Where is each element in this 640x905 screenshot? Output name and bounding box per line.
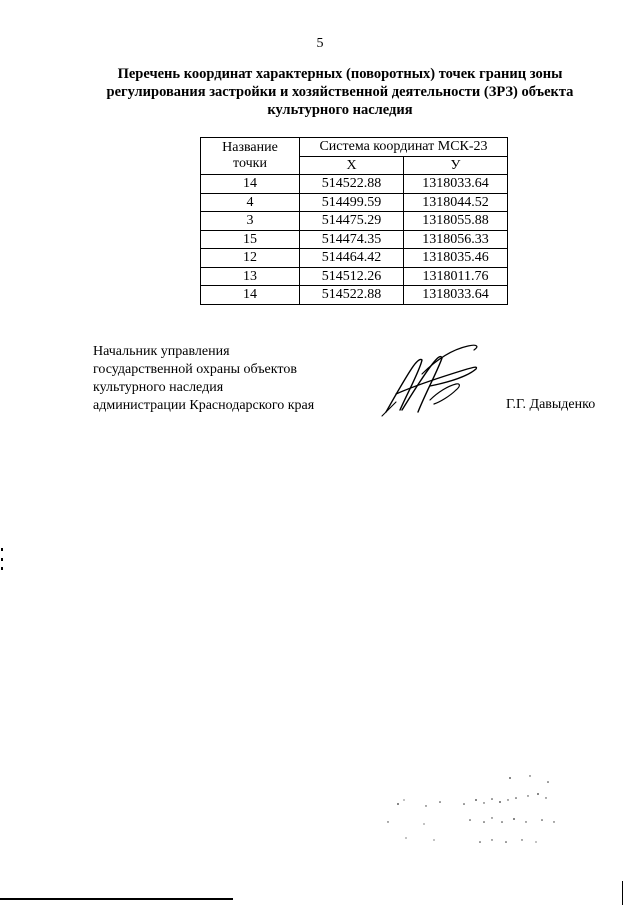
- point-name-header-line-2: точки: [233, 156, 267, 171]
- y-cell: 1318035.46: [404, 249, 508, 268]
- table-header-row: [201, 138, 508, 157]
- point-name-header: [201, 138, 300, 175]
- table-row: [201, 286, 508, 305]
- official-position: [93, 343, 314, 415]
- position-line-1: Начальник управления: [93, 344, 230, 359]
- coordinate-system-header: Система координат МСК-23: [300, 138, 508, 157]
- scan-edge-tick: [622, 881, 623, 905]
- x-cell: 514522.88: [300, 286, 404, 305]
- point-name-cell: 12: [201, 249, 300, 268]
- y-cell: 1318033.64: [404, 286, 508, 305]
- table-row: [201, 249, 508, 268]
- x-cell: 514474.35: [300, 230, 404, 249]
- document-title: [60, 65, 620, 119]
- x-header: Х: [300, 156, 404, 175]
- point-name-cell: 3: [201, 212, 300, 231]
- position-line-4: администрации Краснодарского края: [93, 398, 315, 413]
- table-row: [201, 230, 508, 249]
- table-row: [201, 193, 508, 212]
- y-cell: 1318056.33: [404, 230, 508, 249]
- scan-artifacts: [380, 770, 580, 850]
- page-number: 5: [316, 36, 324, 51]
- y-cell: 1318044.52: [404, 193, 508, 212]
- handwritten-signature: [378, 340, 484, 420]
- title-line-3: культурного наследия: [267, 102, 413, 118]
- x-cell: 514475.29: [300, 212, 404, 231]
- position-line-3: культурного наследия: [93, 380, 224, 395]
- scan-bottom-line: [0, 898, 233, 900]
- coordinates-table: [200, 137, 508, 305]
- y-cell: 1318055.88: [404, 212, 508, 231]
- point-name-cell: 4: [201, 193, 300, 212]
- x-cell: 514512.26: [300, 267, 404, 286]
- signer-name: Г.Г. Давыденко: [506, 397, 596, 412]
- table-row: [201, 175, 508, 194]
- point-name-cell: 13: [201, 267, 300, 286]
- point-name-cell: 15: [201, 230, 300, 249]
- x-cell: 514499.59: [300, 193, 404, 212]
- point-name-cell: 14: [201, 286, 300, 305]
- point-name-cell: 14: [201, 175, 300, 194]
- point-name-header-line-1: Название: [222, 140, 278, 155]
- scan-edge-mark: [0, 548, 4, 572]
- y-cell: 1318033.64: [404, 175, 508, 194]
- position-line-2: государственной охраны объектов: [93, 362, 297, 377]
- x-cell: 514522.88: [300, 175, 404, 194]
- table-row: [201, 267, 508, 286]
- title-line-1: Перечень координат характерных (поворотных) точек границ зоны: [117, 66, 563, 82]
- title-line-2: регулирования застройки и хозяйственной деятельности (ЗРЗ) объекта: [106, 84, 574, 100]
- y-cell: 1318011.76: [404, 267, 508, 286]
- y-header: У: [404, 156, 508, 175]
- x-cell: 514464.42: [300, 249, 404, 268]
- table-row: [201, 212, 508, 231]
